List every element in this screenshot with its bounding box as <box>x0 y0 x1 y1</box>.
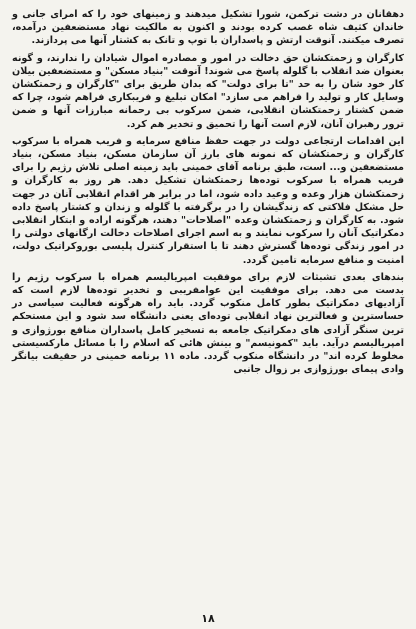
paragraph-1: دهقانان در دشت ترکمن، شورا تشکیل میدهند و زمینهای خود را که امرای جانی و خاندان کثیف شاه غصب کرده بودند و اکنون به مالکیت نهاد مستضعفین درآمده، تصرف میکنند. آنوقت ارتش و پاسداران با توپ و تانک به کشتار آنها می پردازند. <box>12 9 404 47</box>
paragraph-4: بندهای بعدی تشبثات لازم برای موفقیت امپریالیسم همراه با سرکوب رژیم را بدست می دهد. برای موفقیت این عوامفریبی و تخدیر توده‌ها لازم است که آزادیهای دمکراتیک بطور کامل منکوب گردد. باید راه هرگونه فعالیت سیاسی در حساسترین و فعالترین نهاد انقلابی توده‌ای یعنی دانشگاه سد شود و این مستحکم ترین سنگر آزادی های دمکراتیک جامعه به تسخیر کامل پاسداران منافع بورژوازی و امپریالیسم درآید. باید "کمونیسم" و بینش هائی که اسلام را با مسائل مارکسیستی مخلوط کرده اند" در دانشگاه منکوب گردد. ماده ۱۱ برنامه خمینی در حقیقت بیانگر وادی پیمای بورژوازی بر زوال جانبی <box>12 271 404 376</box>
paragraph-2: کارگران و زحمتکشان حق دخالت در امور و مصادره اموال شیادان را ندارند، و گونه بعنوان ضد انقلاب با گلوله پاسخ می شوند! آنوقت "بنیاد مسکن" و مستضعفین بیلان کار خود شان را به حد "تا برای دولت" که بدان طریق برای "کارگران و زحمتکشان وسایل کار و تولید را فراهم می سازد" امکان تبلیغ و فریبکاری فراهم شود، چرا که ضمن کشتار زحمتکشان انقلابی، ضمن سرکوب بی رحمانه مبارزات آنها و ضمن ترور رهبران آنان، لازم است آنها را تحمیق و تخدیر هم کرد. <box>12 52 404 130</box>
page-number: ۱۸ <box>201 612 215 625</box>
paragraph-3: این اقدامات ارتجاعی دولت در جهت حفظ منافع سرمایه و فریب همراه با سرکوب کارگران و زحمتکشان که نمونه های بارز آن سازمان مسکن، بنیاد مسکن، بنیاد مستضعفین و... است، طبق برنامه آقای خمینی باید زمینه اصلی تلاش رژیم را برای فریب همراه با سرکوب توده‌ها زحمتکشان تشکیل دهد. هر روز به کارگران و زحمتکشان هزار وعده و وعید داده شود، اما در برابر هر اقدام انقلابی آنان در جهت حل مشکل فلاکتی که زندگیشان را در برگرفته با گلوله و زندان و کشتار پاسخ داده شود. به کارگران و زحمتکشان وعده "اصلاحات" دهند، هرگونه اراده و ابتکار انقلابی دمکراتیک آنان را سرکوب نمایند و به اسم اجرای اصلاحات دخالت ارگانهای دولتی را در امور زندگی توده‌ها گسترش دهند تا با استقرار کنترل پلیسی بوروکراتیک دولت، امنیت و منافع سرمایه تامین گردد. <box>12 135 404 266</box>
